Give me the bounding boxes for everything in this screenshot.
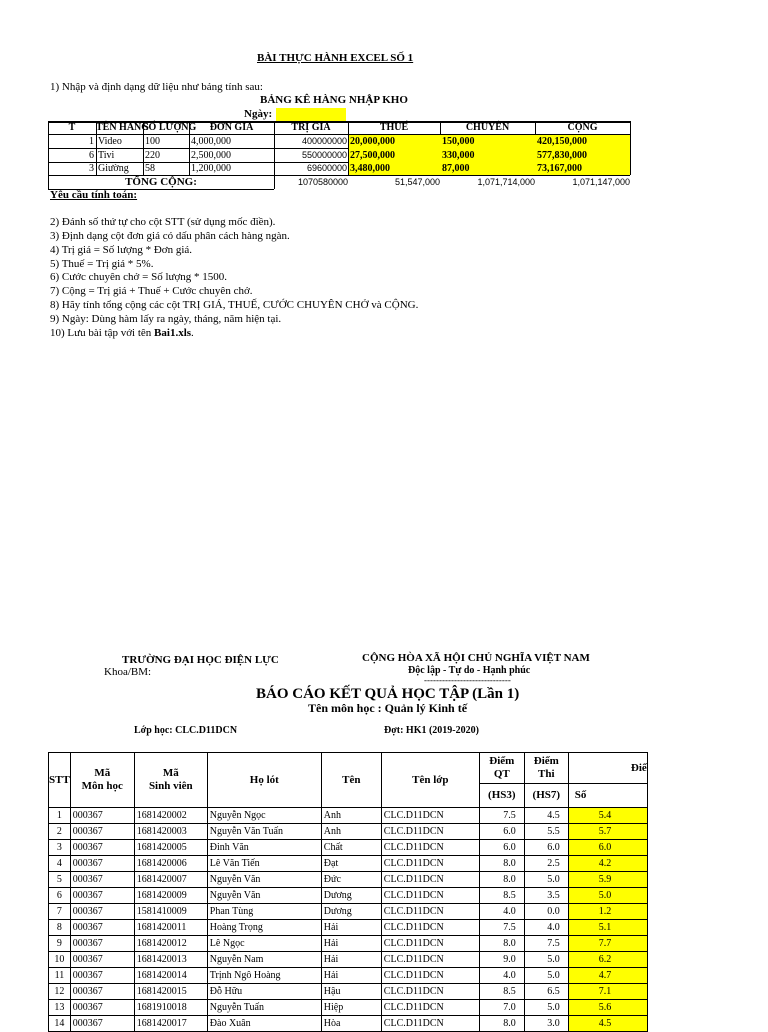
inv-header-total: CỘNG: [567, 122, 598, 133]
requirement-item: 8) Hãy tính tổng cộng các cột TRỊ GIÁ, THUẾ, CƯỚC CHUYÊN CHỞ và CỘNG.: [50, 299, 419, 311]
qt-score-cell[interactable]: 9.0: [479, 952, 524, 968]
header-text: Điểm: [533, 755, 559, 767]
first-name-cell[interactable]: Hải: [321, 968, 381, 984]
course-code-cell[interactable]: 000367: [70, 872, 134, 888]
faculty-label: Khoa/BM:: [104, 666, 152, 678]
exam-score-cell[interactable]: 5.5: [524, 824, 568, 840]
last-name-cell[interactable]: Hoàng Trọng: [207, 920, 321, 936]
requirement-item: 3) Định dạng cột đơn giá có dấu phân cách hàng ngàn.: [50, 230, 290, 242]
inv-cell-qty[interactable]: 100: [145, 136, 160, 147]
motto: Độc lập - Tự do - Hạnh phúc: [408, 665, 531, 676]
requirement-item: 2) Đánh số thứ tự cho cột STT (sử dụng mốc điền).: [50, 216, 276, 228]
class-name-cell[interactable]: CLC.D11DCN: [381, 904, 479, 920]
course-code-cell[interactable]: 000367: [70, 968, 134, 984]
table-row: [49, 872, 648, 888]
first-name-cell[interactable]: Đức: [321, 872, 381, 888]
last-name-cell[interactable]: Nguyễn Tuấn: [207, 1000, 321, 1016]
requirement-filename: Bai1.xls: [154, 327, 192, 339]
header-stt: STT: [49, 753, 71, 808]
last-name-cell[interactable]: Nguyễn Ngọc: [207, 808, 321, 824]
inv-cell-stt[interactable]: 3: [89, 163, 94, 174]
class-name-cell[interactable]: CLC.D11DCN: [381, 856, 479, 872]
class-name-cell[interactable]: CLC.D11DCN: [381, 808, 479, 824]
university-name: TRƯỜNG ĐẠI HỌC ĐIỆN LỰC: [122, 654, 279, 666]
table-row: [49, 856, 648, 872]
class-name-cell[interactable]: CLC.D11DCN: [381, 1016, 479, 1032]
requirement-text: 10) Lưu bài tập với tên: [50, 327, 155, 339]
student-code-cell[interactable]: 1681420014: [134, 968, 207, 984]
inv-total-value[interactable]: 1070580000: [297, 177, 348, 187]
class-info: Lớp học: CLC.D11DCN: [134, 725, 238, 736]
student-code-cell[interactable]: 1681420003: [134, 824, 207, 840]
qt-score-cell[interactable]: 8.5: [479, 984, 524, 1000]
exam-score-cell[interactable]: 5.0: [524, 1000, 568, 1016]
row-stt-cell[interactable]: 11: [49, 968, 71, 984]
inv-cell-name[interactable]: Tivi: [98, 150, 115, 161]
header-course-code: [70, 753, 134, 808]
class-name-cell[interactable]: CLC.D11DCN: [381, 888, 479, 904]
exam-score-cell[interactable]: 7.5: [524, 936, 568, 952]
qt-score-cell[interactable]: 8.5: [479, 888, 524, 904]
table-row: [49, 920, 648, 936]
first-name-cell[interactable]: Dương: [321, 904, 381, 920]
inv-cell-price[interactable]: 2,500,000: [191, 150, 231, 161]
header-text: Môn học: [81, 780, 123, 792]
final-score-cell[interactable]: 5.0: [568, 888, 647, 904]
first-name-cell[interactable]: Anh: [321, 808, 381, 824]
last-name-cell[interactable]: Trịnh Ngô Hoàng: [207, 968, 321, 984]
inv-total-tax[interactable]: 51,547,000: [394, 177, 440, 187]
first-name-cell[interactable]: Đạt: [321, 856, 381, 872]
student-code-cell[interactable]: 1681420005: [134, 840, 207, 856]
qt-score-cell[interactable]: 8.0: [479, 872, 524, 888]
inv-cell-tax[interactable]: 27,500,000: [350, 150, 395, 161]
inv-cell-value[interactable]: 69600000: [306, 163, 347, 173]
term-info: Đợt: HK1 (2019-2020): [384, 725, 479, 736]
student-code-cell[interactable]: 1681910018: [134, 1000, 207, 1016]
exam-score-cell[interactable]: 0.0: [524, 904, 568, 920]
table-row: [49, 968, 648, 984]
course-code-cell[interactable]: 000367: [70, 920, 134, 936]
header-text: Sinh viên: [148, 780, 193, 792]
class-name-cell[interactable]: CLC.D11DCN: [381, 936, 479, 952]
final-score-cell[interactable]: 5.7: [568, 824, 647, 840]
last-name-cell[interactable]: Nguyễn Văn: [207, 888, 321, 904]
row-stt-cell[interactable]: 1: [49, 808, 71, 824]
first-name-cell[interactable]: Hải: [321, 952, 381, 968]
header-text: Điểm: [489, 755, 515, 767]
row-stt-cell[interactable]: 10: [49, 952, 71, 968]
course-code-cell[interactable]: 000367: [70, 1000, 134, 1016]
course-code-cell[interactable]: 000367: [70, 952, 134, 968]
qt-score-cell[interactable]: 8.0: [479, 856, 524, 872]
first-name-cell[interactable]: Hải: [321, 920, 381, 936]
table-row: [49, 808, 648, 824]
qt-score-cell[interactable]: 7.5: [479, 808, 524, 824]
inv-total-ship[interactable]: 1,071,714,000: [477, 177, 535, 187]
inv-total-label: TỔNG CỘNG:: [125, 176, 197, 188]
exam-score-cell[interactable]: 5.0: [524, 952, 568, 968]
inv-cell-ship[interactable]: 330,000: [442, 150, 475, 161]
inv-cell-tax[interactable]: 3,480,000: [350, 163, 390, 174]
table-row: [49, 952, 648, 968]
first-name-cell[interactable]: Dương: [321, 888, 381, 904]
inv-cell-qty[interactable]: 58: [145, 163, 155, 174]
row-stt-cell[interactable]: 3: [49, 840, 71, 856]
final-score-cell[interactable]: 5.6: [568, 1000, 647, 1016]
last-name-cell[interactable]: Nguyễn Văn Tuấn: [207, 824, 321, 840]
inv-cell-total[interactable]: 73,167,000: [537, 163, 582, 174]
row-stt-cell[interactable]: 14: [49, 1016, 71, 1032]
inv-cell-tax[interactable]: 20,000,000: [350, 136, 395, 147]
inv-cell-ship[interactable]: 87,000: [442, 163, 470, 174]
class-name-cell[interactable]: CLC.D11DCN: [381, 920, 479, 936]
course-code-cell[interactable]: 000367: [70, 856, 134, 872]
last-name-cell[interactable]: Đinh Văn: [207, 840, 321, 856]
inv-cell-value[interactable]: 400000000: [301, 136, 347, 146]
requirement-item: 9) Ngày: Dùng hàm lấy ra ngày, tháng, năm hiện tại.: [50, 313, 282, 325]
student-code-cell[interactable]: 1581410009: [134, 904, 207, 920]
row-stt-cell[interactable]: 6: [49, 888, 71, 904]
last-name-cell[interactable]: Nguyễn Văn: [207, 872, 321, 888]
final-score-cell[interactable]: 6.2: [568, 952, 647, 968]
final-score-cell[interactable]: 1.2: [568, 904, 647, 920]
final-score-cell[interactable]: 6.0: [568, 840, 647, 856]
qt-score-cell[interactable]: 6.0: [479, 824, 524, 840]
exam-score-cell[interactable]: 6.5: [524, 984, 568, 1000]
row-stt-cell[interactable]: 4: [49, 856, 71, 872]
inv-header-qty: SỐ LƯỢNG: [143, 122, 197, 133]
course-code-cell[interactable]: 000367: [70, 936, 134, 952]
class-name-cell[interactable]: CLC.D11DCN: [381, 968, 479, 984]
inv-cell-qty[interactable]: 220: [145, 150, 160, 161]
header-student-code: [134, 753, 207, 808]
header-text: QT: [493, 768, 510, 780]
table-row: [49, 984, 648, 1000]
requirement-item: 5) Thuế = Trị giá * 5%.: [50, 258, 154, 270]
row-stt-cell[interactable]: 8: [49, 920, 71, 936]
requirement-item: 6) Cước chuyên chở = Số lượng * 1500.: [50, 271, 228, 283]
header-text: Mã: [94, 767, 111, 779]
qt-score-cell[interactable]: 4.0: [479, 904, 524, 920]
exam-score-cell[interactable]: 5.0: [524, 872, 568, 888]
inv-cell-stt[interactable]: 6: [89, 150, 94, 161]
final-score-cell[interactable]: 4.2: [568, 856, 647, 872]
requirement-item: [50, 327, 194, 340]
table-row: [49, 1000, 648, 1016]
last-name-cell[interactable]: Đỗ Hữu: [207, 984, 321, 1000]
requirements-title: Yêu cầu tính toán:: [50, 189, 138, 201]
row-stt-cell[interactable]: 5: [49, 872, 71, 888]
student-code-cell[interactable]: 1681420013: [134, 952, 207, 968]
exam-score-cell[interactable]: 3.5: [524, 888, 568, 904]
header-exam-score: [524, 753, 568, 784]
inv-cell-stt[interactable]: 1: [89, 136, 94, 147]
header-class-name: Tên lớp: [381, 753, 479, 808]
student-code-cell[interactable]: 1681420011: [134, 920, 207, 936]
final-score-cell[interactable]: 4.5: [568, 1016, 647, 1032]
last-name-cell[interactable]: Đào Xuân: [207, 1016, 321, 1032]
class-name-cell[interactable]: CLC.D11DCN: [381, 872, 479, 888]
table-row: [49, 824, 648, 840]
header-qt-score: [479, 753, 524, 784]
last-name-cell[interactable]: Lê Văn Tiến: [207, 856, 321, 872]
header-text: Thi: [538, 768, 555, 780]
header-last-name: Họ lót: [207, 753, 321, 808]
final-score-cell[interactable]: 5.1: [568, 920, 647, 936]
requirement-item: 7) Cộng = Trị giá + Thuế + Cước chuyên chở.: [50, 285, 253, 297]
inv-cell-name[interactable]: Giường: [98, 163, 129, 174]
student-code-cell[interactable]: 1681420017: [134, 1016, 207, 1032]
course-code-cell[interactable]: 000367: [70, 840, 134, 856]
row-stt-cell[interactable]: 9: [49, 936, 71, 952]
student-code-cell[interactable]: 1681420012: [134, 936, 207, 952]
requirement-suffix: .: [191, 327, 194, 339]
sheet-title: BẢNG KÊ HÀNG NHẬP KHO: [260, 94, 408, 106]
first-name-cell[interactable]: Hải: [321, 936, 381, 952]
qt-score-cell[interactable]: 8.0: [479, 1016, 524, 1032]
last-name-cell[interactable]: Phan Tùng: [207, 904, 321, 920]
header-final-score: Điể: [568, 753, 647, 784]
qt-score-cell[interactable]: 8.0: [479, 936, 524, 952]
exam-score-cell[interactable]: 4.5: [524, 808, 568, 824]
inv-cell-price[interactable]: 1,200,000: [191, 163, 231, 174]
course-code-cell[interactable]: 000367: [70, 984, 134, 1000]
row-stt-cell[interactable]: 13: [49, 1000, 71, 1016]
student-code-cell[interactable]: 1681420015: [134, 984, 207, 1000]
class-name-cell[interactable]: CLC.D11DCN: [381, 840, 479, 856]
inv-cell-total[interactable]: 577,830,000: [537, 150, 587, 161]
class-name-cell[interactable]: CLC.D11DCN: [381, 1000, 479, 1016]
exam-score-cell[interactable]: 3.0: [524, 1016, 568, 1032]
row-stt-cell[interactable]: 2: [49, 824, 71, 840]
table-row: [49, 936, 648, 952]
inv-header-value: TRỊ GIÁ: [291, 122, 331, 133]
motto-divider: -----------------------------: [424, 675, 511, 685]
course-code-cell[interactable]: 000367: [70, 888, 134, 904]
course-code-cell[interactable]: 000367: [70, 904, 134, 920]
inv-header-price: ĐƠN GIÁ: [209, 122, 254, 133]
table-row: [49, 1016, 648, 1032]
inv-cell-price[interactable]: 4,000,000: [191, 136, 231, 147]
student-code-cell[interactable]: 1681420006: [134, 856, 207, 872]
grades-table: [48, 752, 648, 1032]
first-name-cell[interactable]: Hiệp: [321, 1000, 381, 1016]
row-stt-cell[interactable]: 7: [49, 904, 71, 920]
course-code-cell[interactable]: 000367: [70, 824, 134, 840]
course-code-cell[interactable]: 000367: [70, 1016, 134, 1032]
student-code-cell[interactable]: 1681420002: [134, 808, 207, 824]
student-code-cell[interactable]: 1681420009: [134, 888, 207, 904]
header-text: Mã: [162, 767, 179, 779]
table-row: [49, 840, 648, 856]
nation-header: CỘNG HÒA XÃ HỘI CHỦ NGHĨA VIỆT NAM: [362, 652, 590, 664]
qt-score-cell[interactable]: 6.0: [479, 840, 524, 856]
course-code-cell[interactable]: 000367: [70, 808, 134, 824]
inv-cell-ship[interactable]: 150,000: [442, 136, 475, 147]
inv-header-ship: CHUYÊN: [465, 122, 510, 133]
inv-header-tax: THUẾ: [379, 122, 409, 133]
qt-score-cell[interactable]: 7.5: [479, 920, 524, 936]
subject-name: Tên môn học : Quản lý Kinh tế: [308, 701, 468, 715]
exam-score-cell[interactable]: 5.0: [524, 968, 568, 984]
first-name-cell[interactable]: Hậu: [321, 984, 381, 1000]
header-number: Số: [568, 784, 647, 808]
inv-cell-name[interactable]: Video: [98, 136, 122, 147]
date-label: Ngày:: [244, 108, 273, 120]
class-name-cell[interactable]: CLC.D11DCN: [381, 984, 479, 1000]
class-name-cell[interactable]: CLC.D11DCN: [381, 952, 479, 968]
final-score-cell[interactable]: 4.7: [568, 968, 647, 984]
header-exam-weight: (HS7): [524, 784, 568, 808]
row-stt-cell[interactable]: 12: [49, 984, 71, 1000]
header-qt-weight: (HS3): [479, 784, 524, 808]
table-row: [49, 888, 648, 904]
exam-score-cell[interactable]: 4.0: [524, 920, 568, 936]
header-first-name: Tên: [321, 753, 381, 808]
qt-score-cell[interactable]: 7.0: [479, 1000, 524, 1016]
inv-cell-total[interactable]: 420,150,000: [537, 136, 587, 147]
final-score-cell[interactable]: 5.4: [568, 808, 647, 824]
final-score-cell[interactable]: 5.9: [568, 872, 647, 888]
exam-score-cell[interactable]: 2.5: [524, 856, 568, 872]
final-score-cell[interactable]: 7.7: [568, 936, 647, 952]
table-row: [49, 904, 648, 920]
student-code-cell[interactable]: 1681420007: [134, 872, 207, 888]
first-name-cell[interactable]: Hòa: [321, 1016, 381, 1032]
exam-score-cell[interactable]: 6.0: [524, 840, 568, 856]
inv-header-stt: T: [68, 122, 76, 133]
exercise-intro: 1) Nhập và định dạng dữ liệu như bảng tính sau:: [50, 81, 263, 93]
inv-header-name: TÊN HÀNG: [96, 122, 150, 133]
qt-score-cell[interactable]: 4.0: [479, 968, 524, 984]
first-name-cell[interactable]: Chất: [321, 840, 381, 856]
inv-total-total[interactable]: 1,071,147,000: [572, 177, 630, 187]
inv-cell-value[interactable]: 550000000: [301, 150, 347, 160]
report-title: BÁO CÁO KẾT QUẢ HỌC TẬP (Lần 1): [256, 686, 520, 702]
last-name-cell[interactable]: Nguyễn Nam: [207, 952, 321, 968]
requirement-item: 4) Trị giá = Số lượng * Đơn giá.: [50, 244, 193, 256]
first-name-cell[interactable]: Anh: [321, 824, 381, 840]
exercise-title: BÀI THỰC HÀNH EXCEL SỐ 1: [257, 52, 414, 64]
last-name-cell[interactable]: Lê Ngọc: [207, 936, 321, 952]
final-score-cell[interactable]: 7.1: [568, 984, 647, 1000]
class-name-cell[interactable]: CLC.D11DCN: [381, 824, 479, 840]
